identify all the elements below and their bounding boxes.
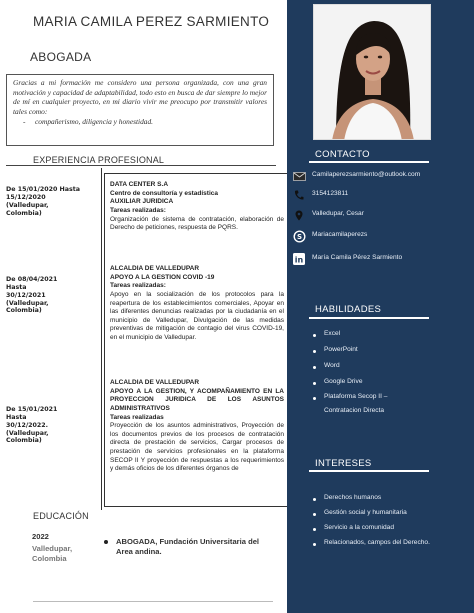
experience-box xyxy=(104,173,289,507)
skype-icon xyxy=(291,230,307,243)
contact-email xyxy=(291,169,421,183)
job-company: DATA CENTER S.A xyxy=(110,181,169,188)
experience-title: EXPERIENCIA PROFESIONAL xyxy=(33,155,165,165)
education-place: Valledupar, Colombia xyxy=(32,544,73,563)
experience-period-3: De 15/01/2021 Hasta 30/12/2022. (Valledupar, Colombia) xyxy=(6,406,58,445)
job-tasks-label: Tareas realizadas: xyxy=(110,206,166,214)
skill-bullet xyxy=(313,350,316,353)
experience-period-2: De 08/04/2021 Hasta 30/12/2021 (Valledupar, Colombia) xyxy=(6,276,58,315)
contact-location xyxy=(291,208,364,222)
job-company: ALCALDIA DE VALLEDUPAR xyxy=(110,265,200,272)
interest-item: Derechos humanos xyxy=(324,494,382,501)
contact-phone-text[interactable]: 3154123811 xyxy=(312,190,349,197)
skills-title: HABILIDADES xyxy=(315,304,382,315)
job-position: AUXILIAR JURIDICA xyxy=(110,198,174,206)
job-3 xyxy=(110,379,284,474)
job-company: ALCALDIA DE VALLEDUPAR xyxy=(110,379,200,386)
profile-photo xyxy=(313,4,431,140)
contact-email-text[interactable]: Camilaperezsarmiento@outlook.com xyxy=(312,171,421,178)
education-title: EDUCACIÓN xyxy=(33,511,89,521)
skill-item-continued: Contratacion Directa xyxy=(324,407,385,414)
contact-title: CONTACTO xyxy=(315,149,370,160)
job-position: APOYO A LA GESTION, Y ACOMPAÑAMIENTO EN LA PROYECCION JURIDICA DE LOS ASUNTOS ADMINISTRATIVOS xyxy=(110,387,284,412)
experience-divider xyxy=(6,165,276,166)
job-position: APOYO A LA GESTION COVID -19 xyxy=(110,273,215,281)
interest-bullet xyxy=(313,543,316,546)
job-1 xyxy=(110,181,284,233)
job-tasks: Apoyo en la socialización de los protocolos para la reapertura de los establecimientos comerciales, Apoyar en las diferentes denuncias realizadas por la ciudadanía en el municipio de Valledupar, Divulgación de las medidas preventivas de mitigación de contagio del virus COVID-19, en el municipio de Valledupar. xyxy=(110,290,284,342)
job-tasks-label: Tareas realizadas: xyxy=(110,282,166,290)
contact-skype-text[interactable]: Mariacamilaperezs xyxy=(312,231,368,238)
skill-item: Excel xyxy=(324,330,341,337)
skill-item: Google Drive xyxy=(324,378,363,385)
contact-linkedin xyxy=(291,252,403,266)
experience-period-1: De 15/01/2020 Hasta 15/12/2020 (Valledupar, Colombia) xyxy=(6,186,81,217)
summary-text: Gracias a mi formación me considero una persona organizada, con una gran motivación y capacidad de adaptabilidad, todo esto en busca de dar siempre lo mejor de mí en cualquier proyecto, en mi diario vivir me preocupo por transmitir valores tales como: xyxy=(13,78,267,116)
skills-divider xyxy=(309,317,429,319)
cv-role: ABOGADA xyxy=(30,50,92,64)
contact-skype xyxy=(291,229,368,243)
interest-item: Servicio a la comunidad xyxy=(324,524,395,531)
skill-item: Word xyxy=(324,362,340,369)
job-tasks-label: Tareas realizadas xyxy=(110,413,164,421)
skill-item: PowerPoint xyxy=(324,346,358,353)
svg-text:S: S xyxy=(296,232,302,241)
education-degree: ABOGADA, Fundación Universitaria del Area andina. xyxy=(116,537,260,556)
interest-bullet xyxy=(313,498,316,501)
experience-dates-column xyxy=(2,168,102,510)
skill-bullet xyxy=(313,334,316,337)
contact-phone xyxy=(291,188,349,202)
interest-bullet xyxy=(313,528,316,531)
interest-bullet xyxy=(313,513,316,516)
job-tasks: Organización de sistema de contratación, elaboración de Derecho de peticiones, respuesta de PQRS. xyxy=(110,215,284,232)
interest-item: Relacionados, campos del Derecho. xyxy=(324,539,430,546)
phone-icon xyxy=(291,190,307,201)
profile-photo-illustration xyxy=(314,5,431,140)
bottom-divider xyxy=(33,601,273,602)
job-2 xyxy=(110,265,284,343)
summary-bullet-text: compañerismo, diligencia y honestidad. xyxy=(35,116,154,126)
education-year: 2022 xyxy=(32,532,49,541)
summary-box xyxy=(6,74,274,146)
cv-name: MARIA CAMILA PEREZ SARMIENTO xyxy=(33,14,270,29)
job-tasks: Proyección de los asuntos administrativos, Proyección de los documentos previos de los procesos de contratación directa de prestación de servicios, Cargar procesos de prestación de servicios profesionales en la plataforma SECOP II Y proyección de respuestas a los requerimientos y demás oficios de los diferentes órganos de xyxy=(110,422,284,473)
email-icon xyxy=(291,172,307,181)
svg-text:in: in xyxy=(294,255,304,265)
contact-linkedin-text[interactable]: María Camila Pérez Sarmiento xyxy=(312,254,403,261)
interests-divider xyxy=(309,470,429,472)
contact-divider xyxy=(309,161,429,163)
skill-bullet xyxy=(313,366,316,369)
skill-bullet xyxy=(313,382,316,385)
skill-item: Plataforma Secop II – xyxy=(324,393,388,400)
contact-location-text: Valledupar, Cesar xyxy=(312,210,364,217)
interest-item: Gestión social y humanitaria xyxy=(324,509,407,516)
summary-bullet: - compañerismo, diligencia y honestidad. xyxy=(23,116,154,126)
education-bullet xyxy=(104,540,108,544)
linkedin-icon xyxy=(291,253,307,265)
job-subtitle: Centro de consultoría y estadística xyxy=(110,189,219,197)
skill-bullet xyxy=(313,397,316,400)
interests-title: INTERESES xyxy=(315,458,372,469)
location-pin-icon xyxy=(291,210,307,221)
